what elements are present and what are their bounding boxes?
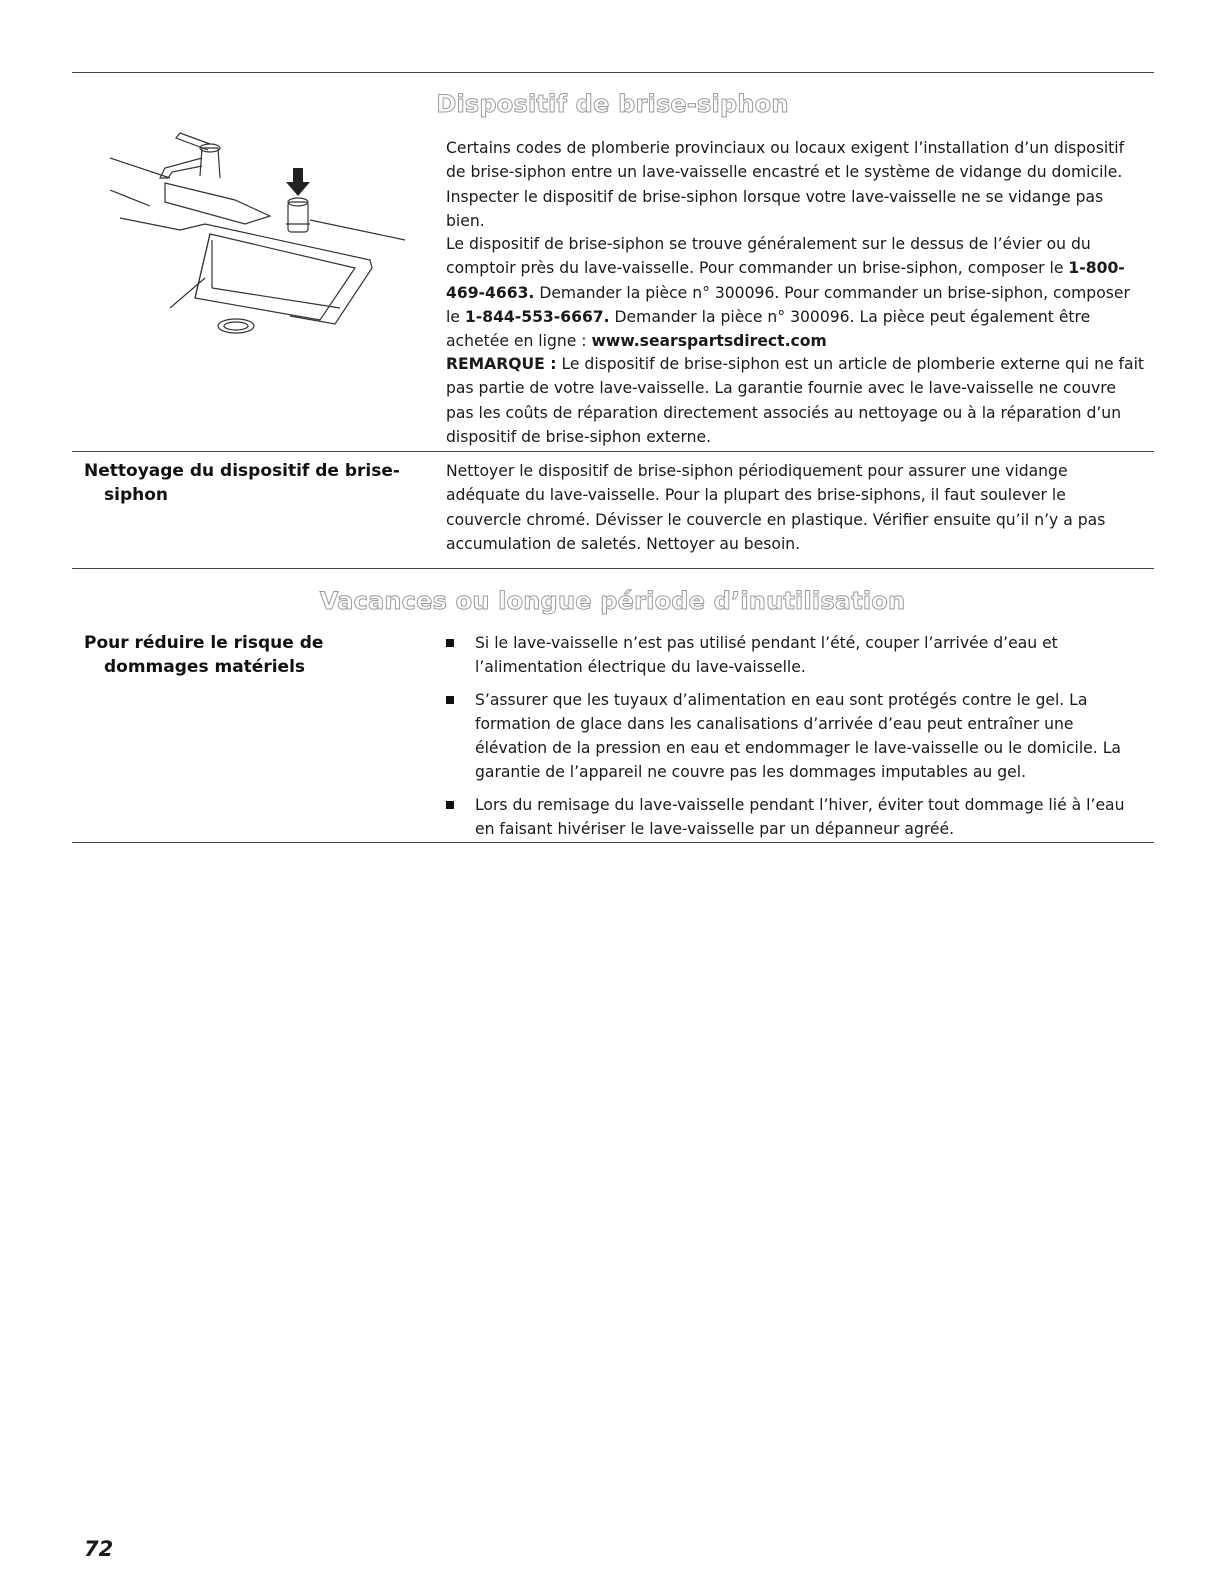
damage-risk-heading: Pour réduire le risque de dommages matériels: [84, 633, 324, 677]
vacation-bullet-list: [446, 631, 1146, 849]
phone-number-2: 1-844-553-6667.: [464, 307, 610, 326]
air-gap-text-b: Demander la pièce n° 300096. Pour commander un brise-siphon, composer le: [446, 283, 1130, 326]
air-gap-paragraph-1: Certains codes de plomberie provinciaux ou locaux exigent l’installation d’un dispositif de brise-siphon entre un lave-vaisselle encastré et le système de vidange du domicile. Inspecter le dispositif de brise-siphon lorsque votre lave-vaisselle ne se vidange pas bien.: [446, 139, 1125, 230]
rule-before-vacation: [72, 568, 1154, 569]
bullet-text: Si le lave-vaisselle n’est pas utilisé pendant l’été, couper l’arrivée d’eau et l’alimentation électrique du lave-vaisselle.: [475, 634, 1058, 677]
section-title-vacation: Vacances ou longue période d’inutilisation: [319, 587, 906, 615]
cleaning-paragraph: Nettoyer le dispositif de brise-siphon périodiquement pour assurer une vidange adéquate du lave-vaisselle. Pour la plupart des brise-siphons, il faut soulever le couvercle chromé. Dévisser le couvercle en plastique. Vérifier ensuite qu’il n’y a pas accumulation de saletés. Nettoyer au besoin.: [446, 462, 1106, 553]
bullet-text: Lors du remisage du lave-vaisselle pendant l’hiver, éviter tout dommage lié à l’eau en faisant hivériser le lave-vaisselle par un dépanneur agréé.: [475, 795, 1125, 839]
bullet-square-icon: [446, 696, 454, 704]
note-text: Le dispositif de brise-siphon est un article de plomberie externe qui ne fait pas partie de votre lave-vaisselle. La garantie fournie avec le lave-vaisselle ne couvre pas les coûts de réparation directement associés au nettoyage ou à la réparation d’un dispositif de brise-siphon externe.: [446, 355, 1145, 446]
bullet-text: S’assurer que les tuyaux d’alimentation en eau sont protégés contre le gel. La formation de glace dans les canalisations d’arrivée d’eau peut entraîner une élévation de la pression en eau et endommager le lave-vaisselle ou le domicile. La garantie de l’appareil ne couvre pas les dommages imputables au gel.: [475, 690, 1121, 782]
list-item: [446, 631, 1146, 680]
air-gap-paragraph-2: [446, 232, 1146, 353]
bottom-rule: [72, 842, 1154, 843]
list-item: [446, 688, 1146, 785]
cleaning-heading: Nettoyage du dispositif de brise-siphon: [84, 461, 400, 505]
note-label: REMARQUE :: [446, 355, 557, 373]
bullet-square-icon: [446, 801, 454, 809]
rule-after-air-gap: [72, 451, 1154, 452]
page-number: 72: [84, 1537, 114, 1561]
section-title-air-gap: Dispositif de brise-siphon: [436, 90, 789, 118]
list-item: [446, 793, 1146, 842]
bullet-square-icon: [446, 639, 454, 647]
phone-number-1: 1-800-469-4663.: [446, 259, 1125, 302]
air-gap-note: [446, 352, 1146, 449]
sink-air-gap-illustration: [110, 128, 410, 348]
parts-website-link[interactable]: www.searspartsdirect.com: [591, 332, 827, 351]
air-gap-text-c: Demander la pièce n° 300096. La pièce peut également être achetée en ligne :: [446, 307, 1091, 351]
top-rule: [72, 72, 1154, 73]
air-gap-text-a: Le dispositif de brise-siphon se trouve généralement sur le dessus de l’évier ou du comptoir près du lave-vaisselle. Pour commander un brise-siphon, composer le: [446, 235, 1091, 278]
